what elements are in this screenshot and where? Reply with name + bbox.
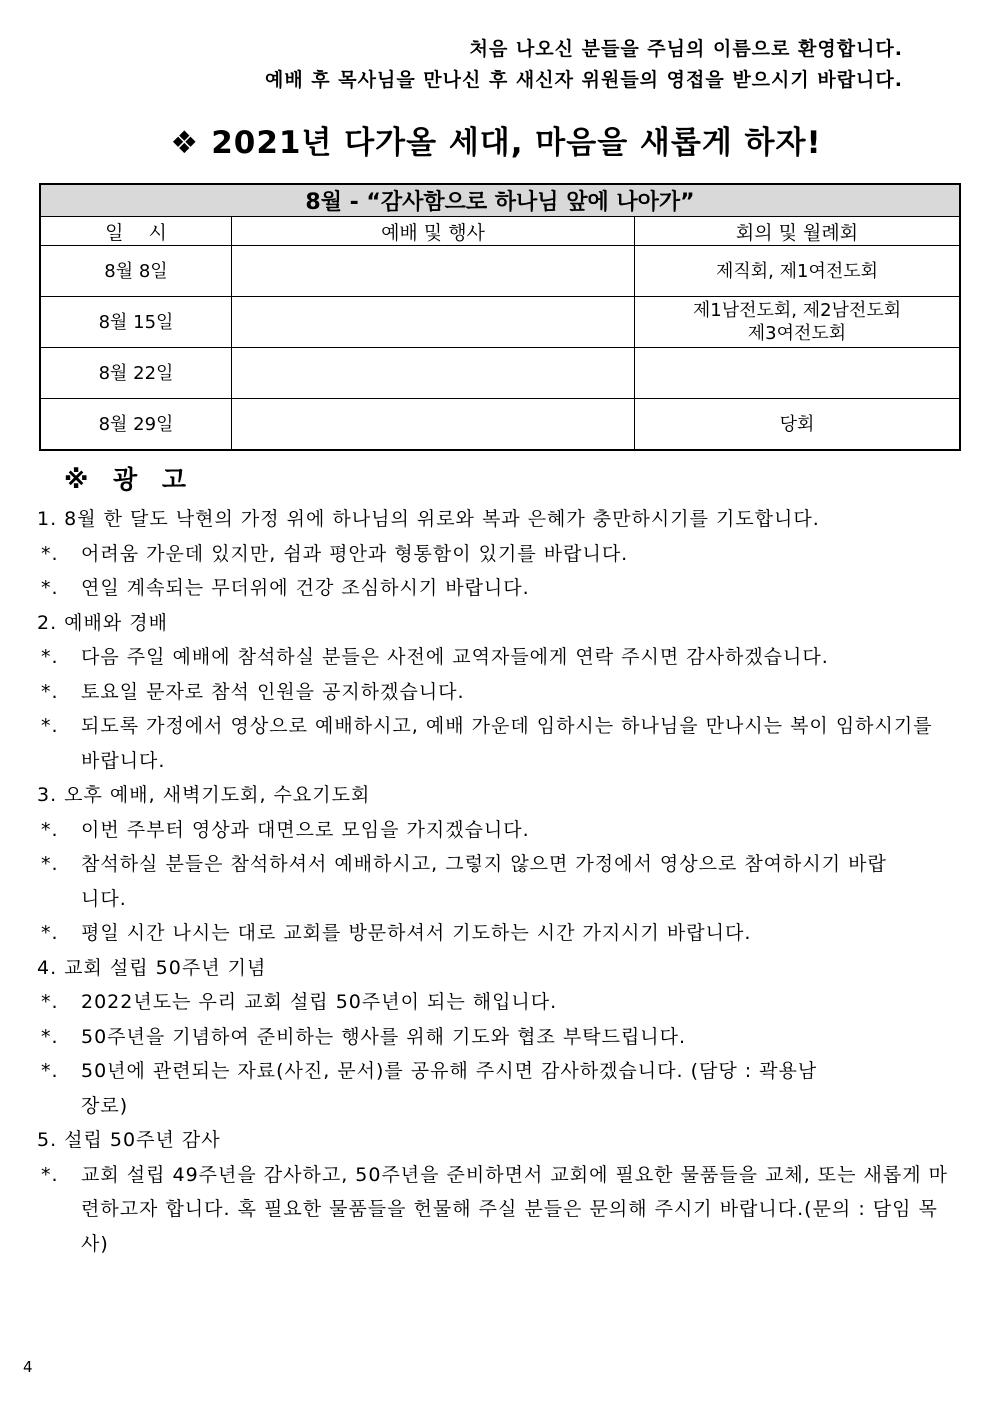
- announcement-item: [37, 640, 967, 675]
- bullet-mark: *.: [41, 1025, 59, 1048]
- row-meeting: [635, 348, 961, 399]
- row-meeting: [635, 246, 961, 297]
- announcement-item: [37, 847, 891, 916]
- announcement-item: [37, 916, 967, 951]
- table-header-row: [40, 217, 960, 246]
- item-text: 교회 설립 49주년을 감사하고, 50주년을 준비하면서 교회에 필요한 물품들을 교체, 또는 새롭게 마련하고자 합니다. 혹 필요한 물품들을 헌물해 주실 분들은 문의해 주시기 바랍니다.(문의 : 담임 목사): [81, 1163, 949, 1255]
- schedule-table: [39, 183, 961, 451]
- row-meeting-line-2: 제3여전도회: [747, 323, 847, 344]
- row-date: 8월 22일: [40, 348, 232, 399]
- row-meeting: [635, 297, 961, 348]
- announcement-section-1: 1. 8월 한 달도 낙현의 가정 위에 하나님의 위로와 복과 은혜가 충만하시기를 기도합니다.: [37, 508, 820, 530]
- announcement-item: [37, 537, 967, 572]
- item-text: 50년에 관련되는 자료(사진, 문서)를 공유해 주시면 감사하겠습니다. (담당 : 곽용남 장로): [81, 1060, 818, 1117]
- item-text: 연일 계속되는 무더위에 건강 조심하시기 바랍니다.: [81, 577, 530, 599]
- announcement-item: [37, 1054, 841, 1123]
- header-date: 일 시: [40, 217, 232, 246]
- bullet-mark: *.: [41, 818, 59, 841]
- bullet-mark: *.: [41, 1060, 59, 1082]
- table-row: [40, 246, 960, 297]
- bullet-mark: *.: [41, 715, 59, 737]
- announcement-item: [37, 675, 967, 710]
- announcement-section-3: 3. 오후 예배, 새벽기도회, 수요기도회: [37, 784, 371, 806]
- item-text: 2022년도는 우리 교회 설립 50주년이 되는 해입니다.: [81, 991, 558, 1013]
- page-number: 4: [23, 1358, 33, 1376]
- bullet-mark: *.: [41, 577, 59, 599]
- header-event: 예배 및 행사: [232, 217, 635, 246]
- table-row: [40, 348, 960, 399]
- announcement-item: [37, 813, 967, 848]
- bullet-mark: *.: [41, 853, 59, 875]
- year-theme: [0, 117, 992, 162]
- item-text: 되도록 가정에서 영상으로 예배하시고, 예배 가운데 임하시는 하나님을 만나시는 복이 임하시기를 바랍니다.: [81, 715, 933, 772]
- row-event: [232, 348, 635, 399]
- announcement-section-4: 4. 교회 설립 50주년 기념: [37, 956, 267, 979]
- diamond-bullet-icon: ❖: [170, 125, 200, 161]
- announcement-section-2: 2. 예배와 경배: [37, 611, 168, 634]
- item-text: 평일 시간 나시는 대로 교회를 방문하셔서 기도하는 시간 가지시기 바랍니다.: [81, 922, 752, 944]
- bullet-mark: *.: [41, 1163, 59, 1186]
- month-title: 8월 - “감사함으로 하나님 앞에 나아가”: [40, 184, 960, 217]
- item-text: 토요일 문자로 참석 인원을 공지하겠습니다.: [81, 680, 465, 703]
- theme-title: 2021년 다가올 세대, 마음을 새롭게 하자!: [211, 125, 822, 161]
- bullet-mark: *.: [41, 542, 59, 565]
- row-event: [232, 297, 635, 348]
- welcome-message: [265, 34, 903, 96]
- month-title-row: [40, 184, 960, 217]
- row-meeting-line-1: 제1남전도회, 제2남전도회: [692, 300, 902, 321]
- table-row: [40, 399, 960, 451]
- announcement-item: [37, 1158, 961, 1262]
- item-text: 이번 주부터 영상과 대면으로 모임을 가지겠습니다.: [81, 818, 530, 841]
- announcement-item: [37, 1020, 967, 1055]
- welcome-line-1: 처음 나오신 분들을 주님의 이름으로 환영합니다.: [469, 38, 903, 60]
- bullet-mark: *.: [41, 646, 59, 668]
- bullet-mark: *.: [41, 922, 59, 944]
- row-date: 8월 15일: [40, 297, 232, 348]
- row-event: [232, 246, 635, 297]
- header-meeting: 회의 및 월례회: [635, 217, 961, 246]
- announcement-item: [37, 709, 941, 778]
- row-date: 8월 29일: [40, 399, 232, 451]
- row-event: [232, 399, 635, 451]
- bullet-mark: *.: [41, 991, 59, 1013]
- table-row: [40, 297, 960, 348]
- announcements: [37, 502, 967, 1261]
- row-date: 8월 8일: [40, 246, 232, 297]
- item-text: 참석하실 분들은 참석하셔서 예배하시고, 그렇지 않으면 가정에서 영상으로 참여하시기 바랍니다.: [81, 853, 887, 910]
- item-text: 50주년을 기념하여 준비하는 행사를 위해 기도와 협조 부탁드립니다.: [81, 1025, 687, 1048]
- announcement-item: [37, 571, 967, 606]
- announcements-title: ※ 광 고: [64, 465, 195, 494]
- welcome-line-2: 예배 후 목사님을 만나신 후 새신자 위원들의 영접을 받으시기 바랍니다.: [264, 69, 903, 91]
- row-meeting: 당회: [635, 399, 961, 451]
- announcement-section-5: 5. 설립 50주년 감사: [37, 1129, 221, 1151]
- bullet-mark: *.: [41, 680, 59, 703]
- item-text: 어려움 가운데 있지만, 쉼과 평안과 형통함이 있기를 바랍니다.: [81, 542, 629, 565]
- announcement-item: [37, 985, 967, 1020]
- item-text: 다음 주일 예배에 참석하실 분들은 사전에 교역자들에게 연락 주시면 감사하겠습니다.: [81, 646, 829, 668]
- row-meeting-line-1: 제직회, 제1여전도회: [716, 260, 878, 282]
